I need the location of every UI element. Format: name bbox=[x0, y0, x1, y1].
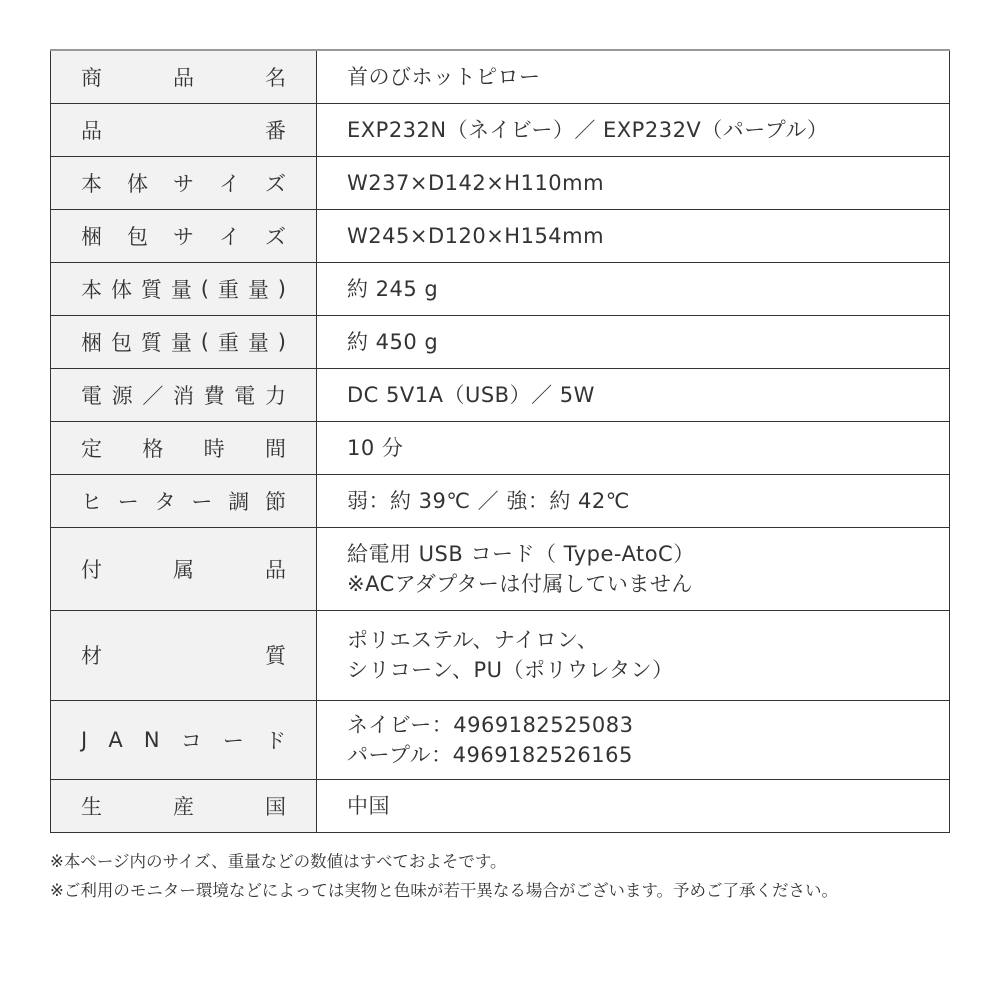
spec-value-cell bbox=[317, 779, 950, 832]
disclaimer-notes bbox=[50, 847, 838, 905]
spec-label-cell bbox=[51, 315, 317, 368]
spec-label-char: 間 bbox=[264, 436, 286, 461]
spec-label-char: 本 bbox=[81, 277, 102, 302]
spec-label-cell bbox=[51, 103, 317, 156]
spec-label-char: 国 bbox=[265, 794, 286, 819]
spec-label-cell bbox=[51, 421, 317, 474]
spec-row bbox=[51, 779, 950, 832]
spec-label-char: 材 bbox=[81, 644, 102, 668]
spec-label-char: 包 bbox=[110, 330, 132, 355]
spec-label-char: 量 bbox=[170, 277, 192, 302]
note-color-variance: ※ご利用のモニター環境などによっては実物と色味が若干異なる場合がございます。予めご了承ください。 bbox=[50, 881, 839, 900]
spec-label-char: 質 bbox=[140, 277, 162, 302]
spec-label-char: 質 bbox=[140, 330, 162, 355]
spec-row bbox=[51, 156, 950, 209]
spec-label-char: 品 bbox=[173, 65, 194, 90]
spec-label-char: 番 bbox=[265, 118, 286, 143]
spec-label-cell bbox=[51, 209, 317, 262]
spec-label-char: 梱 bbox=[81, 330, 102, 355]
spec-label-cell bbox=[51, 527, 317, 610]
spec-label-char: サ bbox=[173, 224, 194, 249]
spec-label-char: 本 bbox=[81, 171, 102, 196]
spec-value: 中国 bbox=[347, 793, 390, 818]
spec-label-char: ( bbox=[200, 329, 209, 354]
spec-value: EXP232N（ネイビー）／ EXP232V（パープル） bbox=[347, 117, 829, 142]
spec-table-body bbox=[51, 50, 950, 832]
spec-value-cell bbox=[317, 527, 950, 610]
spec-label-char: 費 bbox=[203, 383, 225, 408]
spec-value: DC 5V1A（USB）／ 5W bbox=[347, 382, 595, 407]
spec-row bbox=[51, 368, 950, 421]
spec-label-char: N bbox=[143, 727, 160, 752]
spec-label-char: ／ bbox=[142, 383, 164, 408]
spec-value: 弱：約 39℃ ／ 強：約 42℃ bbox=[347, 488, 630, 513]
spec-value: W245×D120×H154mm bbox=[347, 223, 605, 248]
spec-label-char: ー bbox=[117, 489, 139, 514]
spec-row bbox=[51, 527, 950, 610]
spec-row bbox=[51, 700, 950, 779]
product-spec-table bbox=[50, 49, 950, 833]
spec-value-cell bbox=[317, 262, 950, 315]
spec-row bbox=[51, 209, 950, 262]
spec-value: W237×D142×H110mm bbox=[347, 170, 605, 195]
spec-label-cell bbox=[51, 262, 317, 315]
spec-value: 約 450 g bbox=[347, 329, 439, 354]
spec-label-char: A bbox=[108, 727, 123, 752]
spec-label-char: 梱 bbox=[81, 224, 102, 249]
spec-value-cell bbox=[317, 421, 950, 474]
spec-label-char: 量 bbox=[170, 330, 192, 355]
spec-label-char: 質 bbox=[265, 644, 286, 668]
spec-label-char: タ bbox=[154, 489, 176, 514]
spec-label bbox=[81, 380, 286, 410]
note-approximate-values: ※本ページ内のサイズ、重量などの数値はすべておよそです。 bbox=[50, 852, 507, 871]
spec-label-char: 電 bbox=[81, 383, 102, 408]
spec-label-char: 属 bbox=[173, 557, 194, 582]
spec-label-cell bbox=[51, 779, 317, 832]
spec-label bbox=[81, 486, 286, 516]
spec-label-cell bbox=[51, 50, 317, 103]
spec-label-char: ) bbox=[277, 276, 286, 301]
spec-label-char: 調 bbox=[228, 489, 250, 514]
spec-value: 給電用 USB コード（ Type-AtoC） bbox=[347, 541, 695, 566]
spec-label-char: ヒ bbox=[81, 489, 102, 514]
spec-value: パープル：4969182526165 bbox=[347, 742, 633, 767]
spec-label-char: 生 bbox=[81, 794, 102, 819]
spec-value: 首のびホットピロー bbox=[347, 64, 541, 89]
spec-label-char: 名 bbox=[265, 65, 286, 90]
spec-value-cell bbox=[317, 209, 950, 262]
spec-value: ネイビー：4969182525083 bbox=[347, 712, 634, 737]
spec-value-cell bbox=[317, 368, 950, 421]
spec-row bbox=[51, 262, 950, 315]
spec-label bbox=[81, 640, 286, 670]
spec-label-char: ド bbox=[265, 728, 286, 753]
spec-label-char: 量 bbox=[247, 277, 269, 302]
spec-value-cell bbox=[317, 103, 950, 156]
spec-label-char: 包 bbox=[127, 224, 148, 249]
spec-label-char: コ bbox=[180, 728, 202, 753]
spec-row bbox=[51, 103, 950, 156]
spec-label-char: 節 bbox=[264, 489, 286, 514]
spec-label bbox=[81, 168, 286, 198]
spec-value: ※ACアダプターは付属していません bbox=[347, 571, 693, 596]
spec-label bbox=[81, 791, 286, 821]
spec-label-char: J bbox=[81, 727, 88, 752]
spec-row bbox=[51, 50, 950, 103]
spec-label-char: 量 bbox=[247, 330, 269, 355]
spec-label bbox=[81, 433, 286, 463]
spec-label-char: 品 bbox=[81, 118, 102, 143]
spec-value-cell bbox=[317, 50, 950, 103]
spec-label-char: 格 bbox=[142, 436, 164, 461]
spec-label-cell bbox=[51, 368, 317, 421]
spec-label-char: 定 bbox=[81, 436, 102, 461]
spec-value: 10 分 bbox=[347, 435, 404, 460]
spec-label-char: 商 bbox=[81, 65, 102, 90]
spec-label-char: ズ bbox=[265, 171, 286, 196]
spec-label-char: 品 bbox=[265, 557, 286, 582]
spec-value: シリコーン、PU（ポリウレタン） bbox=[347, 658, 674, 682]
spec-label-char: ) bbox=[277, 329, 286, 354]
spec-label-char: サ bbox=[173, 171, 194, 196]
spec-label-char: 体 bbox=[127, 171, 148, 196]
spec-label bbox=[81, 115, 286, 145]
spec-value-cell bbox=[317, 315, 950, 368]
spec-label-char: 産 bbox=[173, 794, 194, 819]
spec-row bbox=[51, 315, 950, 368]
spec-row bbox=[51, 421, 950, 474]
spec-label-char: ( bbox=[200, 276, 209, 301]
spec-label-char: 体 bbox=[110, 277, 132, 302]
spec-label bbox=[81, 62, 286, 92]
spec-value-cell bbox=[317, 610, 950, 700]
spec-label-cell bbox=[51, 610, 317, 700]
spec-label-char: 重 bbox=[217, 330, 239, 355]
spec-label-char: イ bbox=[219, 171, 240, 196]
spec-label-char: 電 bbox=[234, 383, 256, 408]
spec-label-char: 時 bbox=[203, 436, 225, 461]
spec-value-cell bbox=[317, 700, 950, 779]
spec-row bbox=[51, 610, 950, 700]
spec-label-char: 力 bbox=[264, 383, 286, 408]
spec-label-char: 重 bbox=[217, 277, 239, 302]
spec-row bbox=[51, 474, 950, 527]
spec-value: 約 245 g bbox=[347, 276, 439, 301]
spec-label bbox=[81, 221, 286, 251]
spec-label-char: 源 bbox=[111, 383, 133, 408]
spec-label-cell bbox=[51, 474, 317, 527]
spec-label-char: ズ bbox=[265, 224, 286, 249]
spec-label-char: イ bbox=[219, 224, 240, 249]
spec-value: ポリエステル、ナイロン、 bbox=[347, 628, 599, 652]
spec-label-char: 付 bbox=[81, 557, 102, 582]
spec-value-cell bbox=[317, 474, 950, 527]
spec-label-cell bbox=[51, 700, 317, 779]
spec-label bbox=[81, 725, 286, 755]
spec-label bbox=[81, 327, 286, 357]
spec-label bbox=[81, 554, 286, 584]
spec-label bbox=[81, 274, 286, 304]
spec-label-char: 消 bbox=[172, 383, 194, 408]
spec-value-cell bbox=[317, 156, 950, 209]
spec-label-char: ー bbox=[222, 728, 244, 753]
spec-label-char: ー bbox=[191, 489, 213, 514]
spec-label-cell bbox=[51, 156, 317, 209]
